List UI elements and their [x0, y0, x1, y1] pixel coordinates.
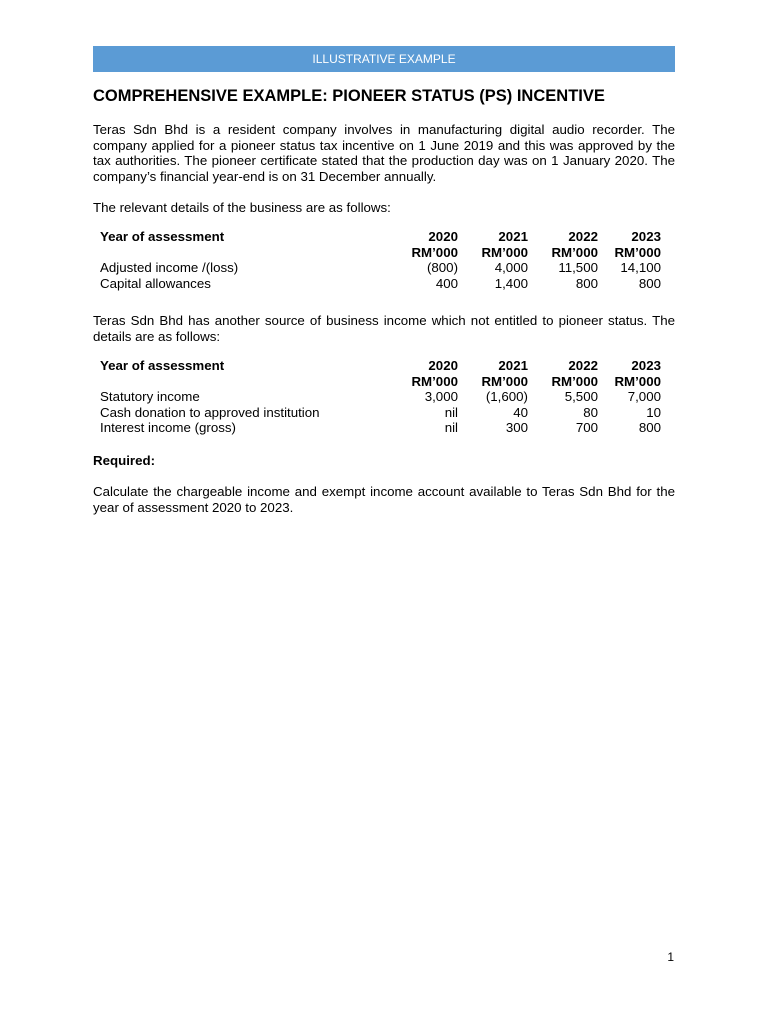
- row-label: Capital allowances: [100, 275, 211, 291]
- year-header: 2021: [498, 358, 528, 373]
- cell-value: (1,600): [485, 389, 528, 405]
- page-number: 1: [667, 950, 674, 964]
- section-banner: ILLUSTRATIVE EXAMPLE: [93, 46, 675, 72]
- cell-value: 1,400: [494, 275, 528, 291]
- cell-value: 300: [505, 420, 528, 436]
- intro-paragraph: Teras Sdn Bhd is a resident company involves in manufacturing digital audio recorder. The company applied for a pioneer status tax incentive on 1 June 2019 and this was approved by the tax authorities. The pioneer certificate stated that the production day was on 1 January 2020. The company’s financial year-end is on 31 December annually.: [93, 122, 675, 184]
- required-paragraph: Calculate the chargeable income and exempt income account available to Teras Sdn Bhd for the year of assessment 2020 to 2023.: [93, 484, 675, 515]
- other-income-table: [100, 358, 675, 436]
- unit-header: RM’000: [481, 373, 528, 389]
- row-label: Statutory income: [100, 389, 200, 405]
- cell-value: 400: [435, 275, 458, 291]
- unit-header: RM’000: [614, 244, 661, 260]
- table-row: [100, 389, 675, 405]
- table-row: [100, 405, 675, 421]
- unit-header: RM’000: [551, 373, 598, 389]
- cell-value: 800: [575, 275, 598, 291]
- cell-value: 800: [638, 275, 661, 291]
- cell-value: 10: [646, 404, 661, 420]
- page-title: COMPREHENSIVE EXAMPLE: PIONEER STATUS (PS) INCENTIVE: [93, 87, 605, 105]
- unit-header: RM’000: [411, 373, 458, 389]
- year-header: 2021: [498, 229, 528, 244]
- cell-value: 4,000: [494, 260, 528, 276]
- table-row: [100, 276, 675, 292]
- cell-value: 700: [575, 420, 598, 436]
- table-units-row: [100, 374, 675, 390]
- unit-header: RM’000: [551, 244, 598, 260]
- business-details-table: [100, 229, 675, 291]
- table-header-row: [100, 229, 675, 245]
- table-header-label: Year of assessment: [100, 358, 225, 373]
- table-units-row: [100, 245, 675, 261]
- year-header: 2020: [428, 358, 458, 373]
- required-heading: Required:: [93, 453, 156, 468]
- table-header-row: [100, 358, 675, 374]
- row-label: Cash donation to approved institution: [100, 404, 320, 420]
- year-header: 2023: [631, 358, 661, 373]
- details-lead-paragraph: The relevant details of the business are as follows:: [93, 200, 391, 215]
- cell-value: (800): [426, 260, 458, 276]
- cell-value: 800: [638, 420, 661, 436]
- cell-value: 14,100: [620, 260, 661, 276]
- table-header-label: Year of assessment: [100, 229, 225, 244]
- row-label: Interest income (gross): [100, 420, 236, 436]
- cell-value: nil: [444, 404, 458, 420]
- other-source-paragraph: Teras Sdn Bhd has another source of business income which not entitled to pioneer status. The details are as follows:: [93, 313, 675, 344]
- cell-value: 80: [583, 404, 598, 420]
- cell-value: 40: [513, 404, 528, 420]
- year-header: 2020: [428, 229, 458, 244]
- cell-value: 11,500: [558, 260, 598, 276]
- cell-value: 7,000: [627, 389, 661, 405]
- year-header: 2022: [568, 229, 598, 244]
- row-label: Adjusted income /(loss): [100, 260, 239, 276]
- unit-header: RM’000: [481, 244, 528, 260]
- cell-value: 5,500: [564, 389, 598, 405]
- cell-value: 3,000: [424, 389, 458, 405]
- unit-header: RM’000: [614, 373, 661, 389]
- year-header: 2023: [631, 229, 661, 244]
- table-row: [100, 260, 675, 276]
- cell-value: nil: [444, 420, 458, 436]
- table-row: [100, 420, 675, 436]
- year-header: 2022: [568, 358, 598, 373]
- unit-header: RM’000: [411, 244, 458, 260]
